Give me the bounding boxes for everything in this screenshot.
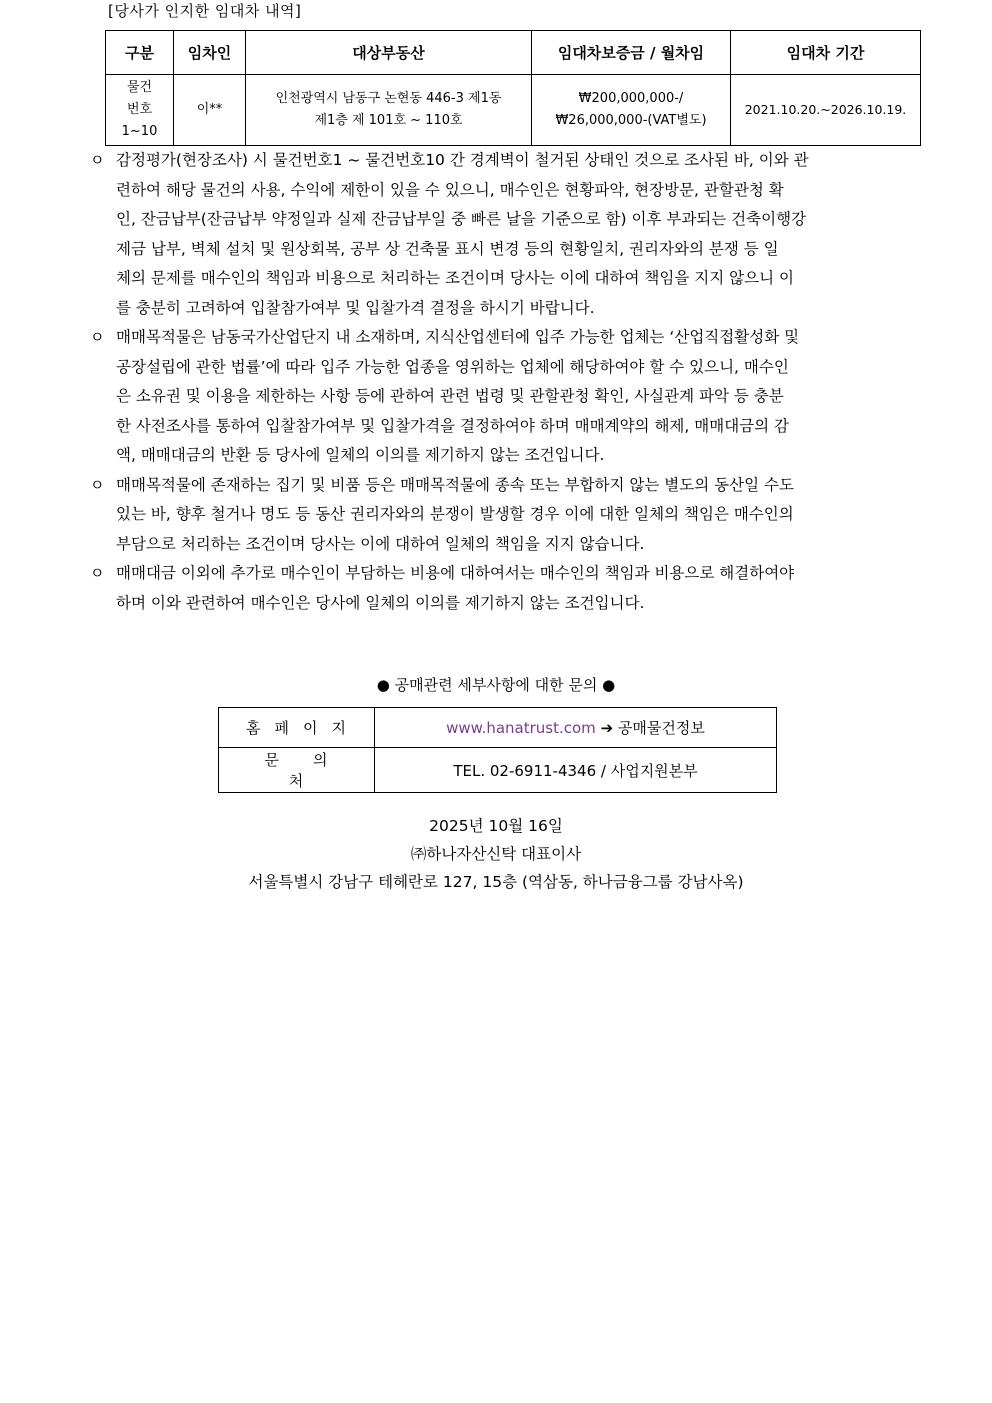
- contact-table: [218, 707, 777, 793]
- list-item: ㅇ 매매목적물은 남동국가산업단지 내 소재하며, 지식산업센터에 입주 가능한 업체는 ‘산업직접활성화 및 공장설립에 관한 법률’에 따라 입주 가능한 업종을 영위하는 업체에 해당하여야 할 수 있으니, 매수인 은 소유권 및 이용을 제한하는 사항 등에 관하여 관련 법령 및 관할관청 확인, 사실관계 파악 등 충분 한 사전조사를 통하여 입찰참가여부 및 입찰가격을 결정하여야 하며 매매계약의 해제, 매매대금의 감 액, 매매대금의 반환 등 당사에 일체의 이의를 제기하지 않는 조건입니다.: [90, 323, 922, 471]
- cell-category: 물건 번호 1~10: [106, 75, 174, 146]
- arrow-right-icon: ➔: [600, 719, 614, 737]
- cell-period: 2021.10.20.~2026.10.19.: [731, 75, 921, 146]
- list-item: ㅇ 감정평가(현장조사) 시 물건번호1 ~ 물건번호10 간 경계벽이 철거된 상태인 것으로 조사된 바, 이와 관 련하여 해당 물건의 사용, 수익에 제한이 있을 수 있으니, 매수인은 현황파악, 현장방문, 관할관청 확 인, 잔금납부(잔금납부 약정일과 실제 잔금납부일 중 빠른 날을 기준으로 함) 이후 부과되는 건축이행강 제금 납부, 벽체 설치 및 원상회복, 공부 상 건축물 표시 변경 등의 현황일치, 권리자와의 분쟁 등 일 체의 문제를 매수인의 책임과 비용으로 처리하는 조건이며 당사는 이에 대하여 책임을 지지 않으니 이 를 충분히 고려하여 입찰참가여부 및 입찰가격 결정을 하시기 바랍니다.: [90, 146, 922, 323]
- list-item: ㅇ 매매목적물에 존재하는 집기 및 비품 등은 매매목적물에 종속 또는 부합하지 않는 별도의 동산일 수도 있는 바, 향후 철거나 명도 등 동산 권리자와의 분쟁이 발생할 경우 이에 대한 일체의 책임은 매수인의 부담으로 처리하는 조건이며 당사는 이에 대하여 일체의 책임을 지지 않습니다.: [90, 471, 922, 560]
- bullet-mark: ㅇ: [90, 475, 105, 494]
- bullet-mark: ㅇ: [90, 328, 105, 346]
- homepage-target: 공매물건정보: [617, 719, 705, 737]
- list-item: ㅇ 매매대금 이외에 추가로 매수인이 부담하는 비용에 대하여서는 매수인의 책임과 비용으로 해결하여야 하며 이와 관련하여 매수인은 당사에 일체의 이의를 제기하지 않는 조건입니다.: [90, 559, 922, 618]
- cell-property: 인천광역시 남동구 논현동 446-3 제1동 제1층 제 101호 ~ 110호: [246, 75, 532, 146]
- header-tenant: 임차인: [174, 31, 246, 75]
- bullet-mark: ㅇ: [90, 564, 105, 582]
- table-row: [219, 748, 777, 793]
- homepage-label: 홈페이지: [219, 708, 375, 748]
- lease-table-header: [106, 31, 921, 75]
- header-deposit: 임대차보증금 / 월차임: [532, 31, 731, 75]
- homepage-link[interactable]: www.hanatrust.com: [446, 719, 596, 737]
- header-category: 구분: [106, 31, 174, 75]
- table-row: [219, 708, 777, 748]
- footer-date: 2025년 10월 16일: [429, 817, 563, 835]
- lease-caption: [당사가 인지한 임대차 내역]: [108, 2, 302, 20]
- homepage-cell: [375, 708, 777, 748]
- lease-table: [105, 30, 921, 146]
- inquiry-value: TEL. 02-6911-4346 / 사업지원본부: [375, 748, 777, 793]
- bullet-mark: ㅇ: [90, 151, 105, 169]
- cell-deposit: ₩200,000,000-/ ₩26,000,000-(VAT별도): [532, 75, 731, 146]
- header-period: 임대차 기간: [731, 31, 921, 75]
- inquiry-label: 문의처: [219, 748, 375, 793]
- cell-tenant: 이**: [174, 75, 246, 146]
- table-row: [106, 75, 921, 146]
- footer-company: ㈜하나자산신탁 대표이사: [410, 845, 582, 863]
- footer-address: 서울특별시 강남구 테헤란로 127, 15층 (역삼동, 하나금융그룹 강남사옥): [248, 873, 744, 891]
- contact-heading: ● 공매관련 세부사항에 대한 문의 ●: [376, 676, 616, 694]
- header-property: 대상부동산: [246, 31, 532, 75]
- notice-list: [90, 146, 922, 618]
